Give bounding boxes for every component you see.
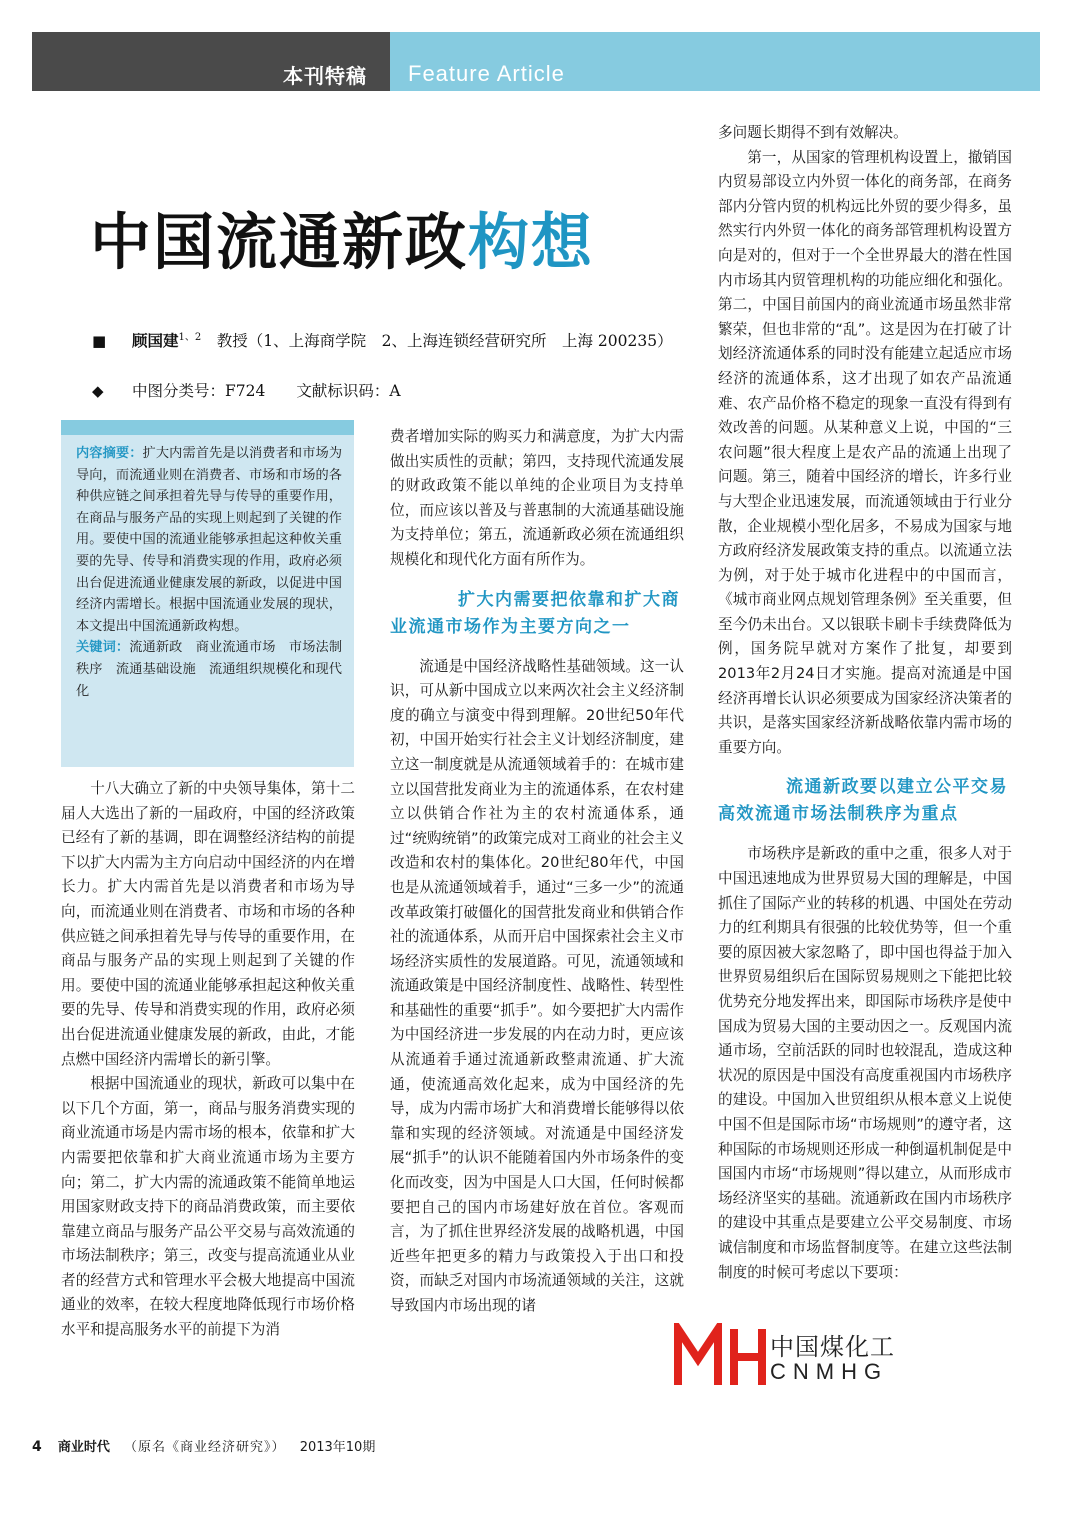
author-line: [92, 325, 682, 354]
page-footer: [32, 1436, 375, 1455]
diamond-bullet-icon: ◆: [92, 382, 104, 400]
section-heading-1-line-2: 业流通市场作为主要方向之一: [390, 616, 631, 637]
section-label-cn: 本刊特稿: [283, 64, 367, 88]
classification-line: [92, 378, 682, 404]
author-name: 顾国建: [132, 332, 179, 351]
title-part-1: 中国流通新政: [90, 207, 469, 278]
watermark-text-en: CNMHG: [770, 1359, 889, 1384]
watermark: [672, 1323, 1022, 1393]
col3-paragraph-1: 第一，从国家的管理机构设置上，撤销国内贸易部设立内外贸一体化的商务部，在商务部内分管内贸的机构远比外贸的要少得多，虽然实行内外贸一体化的商务部管理机构设置方向是对的，但对于一个全世界最大的潜在性国内市场其内贸管理机构的功能应细化和强化。第二，中国目前国内的商业流通市场虽然非常繁荣，但也非常的“乱”。这是因为在打破了计划经济流通体系的同时没有能建立起适应市场经济的流通体系，这才出现了如农产品流通难、农产品价格不稳定的现象一直没有得到有效改善的问题。从某种意义上说，中国的“三农问题”很大程度上是农产品的流通上出现了问题。第三，随着中国经济的增长，许多行业与大型企业迅速发展，而流通领域由于行业分散，企业规模小型化居多，不易成为国家与地方政府经济发展政策支持的重点。以流通立法为例，对于处于城市化进程中的中国而言，《城市商业网点规划管理条例》至关重要，但至今仍未出台。又以银联卡刷卡手续费降低为例，国务院早就对方案作了批复，却要到2013年2月24日才实施。提高对流通是中国经济再增长认识必须要成为国家经济决策者的共识，是落实国家经济新战略依靠内需市场的重要方向。: [718, 148, 1012, 756]
title-part-2: 构想: [468, 207, 595, 278]
col2-paragraph-2: 流通是中国经济战略性基础领域。这一认识，可从新中国成立以来两次社会主义经济制度的确立与演变中得到理解。20世纪50年代初，中国开始实行社会主义计划经济制度，建立这一制度就是从流通领域着手的：在城市建立以国营批发商业为主的流通体系，在农村建立以供销合作社为主的农村流通体系，通过“统购统销”的政策完成对工商业的社会主义改造和农村的集体化。20世纪80年代，中国也是从流通领域着手，通过“三多一少”的流通改革政策打破僵化的国营批发商业和供销合作社的流通体系，从而开启中国探索社会主义市场经济实质性的发展道路。可见，流通领域和流通政策是中国经济制度性、战略性、转型性和基础性的重要“抓手”。如今要把扩大内需作为中国经济进一步发展的内在动力时，更应该从流通着手通过流通新政整肃流通、扩大流通，使流通高效化起来，成为中国经济的先导，成为内需市场扩大和消费增长能够得以依靠和实现的经济领域。对流通是中国经济发展“抓手”的认识不能随着国内外市场条件的变化而改变，因为中国是人口大国，任何时候都要把自己的国内市场建好放在首位。客观而言，为了抓住世界经济发展的战略机遇，中国近些年把更多的精力与政策投入于出口和投资，而缺乏对国内市场流通领域的关注，这就导致国内市场出现的诸: [390, 657, 684, 1314]
keywords-text: 流通新政 商业流通市场 市场法制秩序 流通基础设施 流通组织规模化和现代化: [76, 640, 343, 699]
column-3: [718, 121, 1012, 1285]
section-heading-2-line-2: 高效流通市场法制秩序为重点: [718, 804, 959, 825]
abstract-text: 扩大内需首先是以消费者和市场为导向，而流通业则在消费者、市场和市场的各种供应链之间承担着先导与传导的重要作用，在商品与服务产品的实现上则起到了关键的作用。要使中国的流通业能够承担起这种攸关重要的先导、传导和消费实现的作用，政府必须出台促进流通业健康发展的新政，以促进中国经济内需增长。根据中国流通业发展的现状，本文提出中国流通新政构想。: [76, 446, 343, 634]
journal-issue: 2013年10期: [299, 1440, 376, 1455]
col2-paragraph-1: 费者增加实际的购买力和满意度，为扩大内需做出实质性的贡献；第四，支持现代流通发展的财政政策不能以单纯的企业项目为支持单位，而应该以普及与普惠制的大流通基础设施为支持单位；第五，流通新政必须在流通组织规模化和现代化方面有所作为。: [390, 428, 684, 568]
section-heading-1: [390, 587, 684, 641]
col1-paragraph-1: 十八大确立了新的中央领导集体，第十二届人大选出了新的一届政府，中国的经济政策已经有了新的基调，即在调整经济结构的前提下以扩大内需为主方向启动中国经济的内在增长力。扩大内需首先是以消费者和市场为导向，而流通业则在消费者、市场和市场的各种供应链之间承担着先导与传导的重要作用，在商品与服务产品的实现上则起到了关键的作用。要使中国的流通业能够承担起这种攸关重要的先导、传导和消费实现的作用，政府必须出台促进流通业健康发展的新政，由此，才能点燃中国经济内需增长的新引擎。: [61, 780, 355, 1068]
section-heading-2: [718, 774, 1012, 828]
section-label-en: Feature Article: [408, 61, 565, 86]
square-bullet-icon: ■: [92, 332, 107, 351]
section-heading-2-line-1: 流通新政要以建立公平交易: [786, 777, 1008, 798]
journal-subtitle: （原名《商业经济研究》）: [124, 1440, 286, 1455]
author-affiliation-marks: 1、2: [178, 332, 202, 343]
author-details: 教授（1、上海商学院 2、上海连锁经营研究所 上海 200235）: [216, 332, 673, 351]
watermark-text-cn: 中国煤化工: [770, 1333, 895, 1361]
journal-name: 商业时代: [57, 1440, 110, 1455]
classification-text: 中图分类号：F724 文献标识码：A: [132, 382, 401, 400]
col3-paragraph-0: 多问题长期得不到有效解决。: [718, 124, 908, 141]
column-2: [390, 425, 684, 1319]
abstract-box: [61, 420, 354, 767]
column-1: [61, 777, 355, 1343]
col3-paragraph-2: 市场秩序是新政的重中之重，很多人对于中国迅速地成为世界贸易大国的理解是，中国抓住了国际产业的转移的机遇、中国处在劳动力的红利期具有很强的比较优势等，但一个重要的原因被大家忽略了，即中国也得益于加入世界贸易组织后在国际贸易规则之下能把比较优势充分地发挥出来，即国际市场秩序是使中国成为贸易大国的主要动因之一。反观国内流通市场，空前活跃的同时也较混乱，造成这种状况的原因是中国没有高度重视国内市场秩序的建设。中国加入世贸组织从根本意义上说使中国不但是国际市场“市场规则”的遵守者，这种国际的市场规则还形成一种倒逼机制促是中国国内市场“市场规则”得以建立，从而形成市场经济坚实的基础。流通新政在国内市场秩序的建设中其重点是要建立公平交易制度、市场诚信制度和市场监督制度等。在建立这些法制制度的时候可考虑以下要项：: [718, 845, 1012, 1281]
col1-paragraph-2: 根据中国流通业的现状，新政可以集中在以下几个方面，第一，商品与服务消费实现的商业流通市场是内需市场的根本，依靠和扩大内需要把依靠和扩大商业流通市场为主要方向；第二，扩大内需的流通政策不能简单地运用国家财政支持下的商品消费政策，而主要依靠建立商品与服务产品公平交易与高效流通的市场法制秩序；第三，改变与提高流通业从业者的经营方式和管理水平会极大地提高中国流通业的效率，在较大程度地降低现行市场价格水平和提高服务水平的前提下为消: [61, 1075, 355, 1339]
page-number: 4: [32, 1439, 42, 1455]
section-heading-1-line-1: 扩大内需要把依靠和扩大商: [458, 589, 680, 610]
mh-logo-icon: [672, 1323, 768, 1389]
article-title: [90, 194, 594, 281]
abstract-label: 内容摘要：: [76, 446, 143, 461]
keywords-label: 关键词：: [76, 640, 130, 656]
